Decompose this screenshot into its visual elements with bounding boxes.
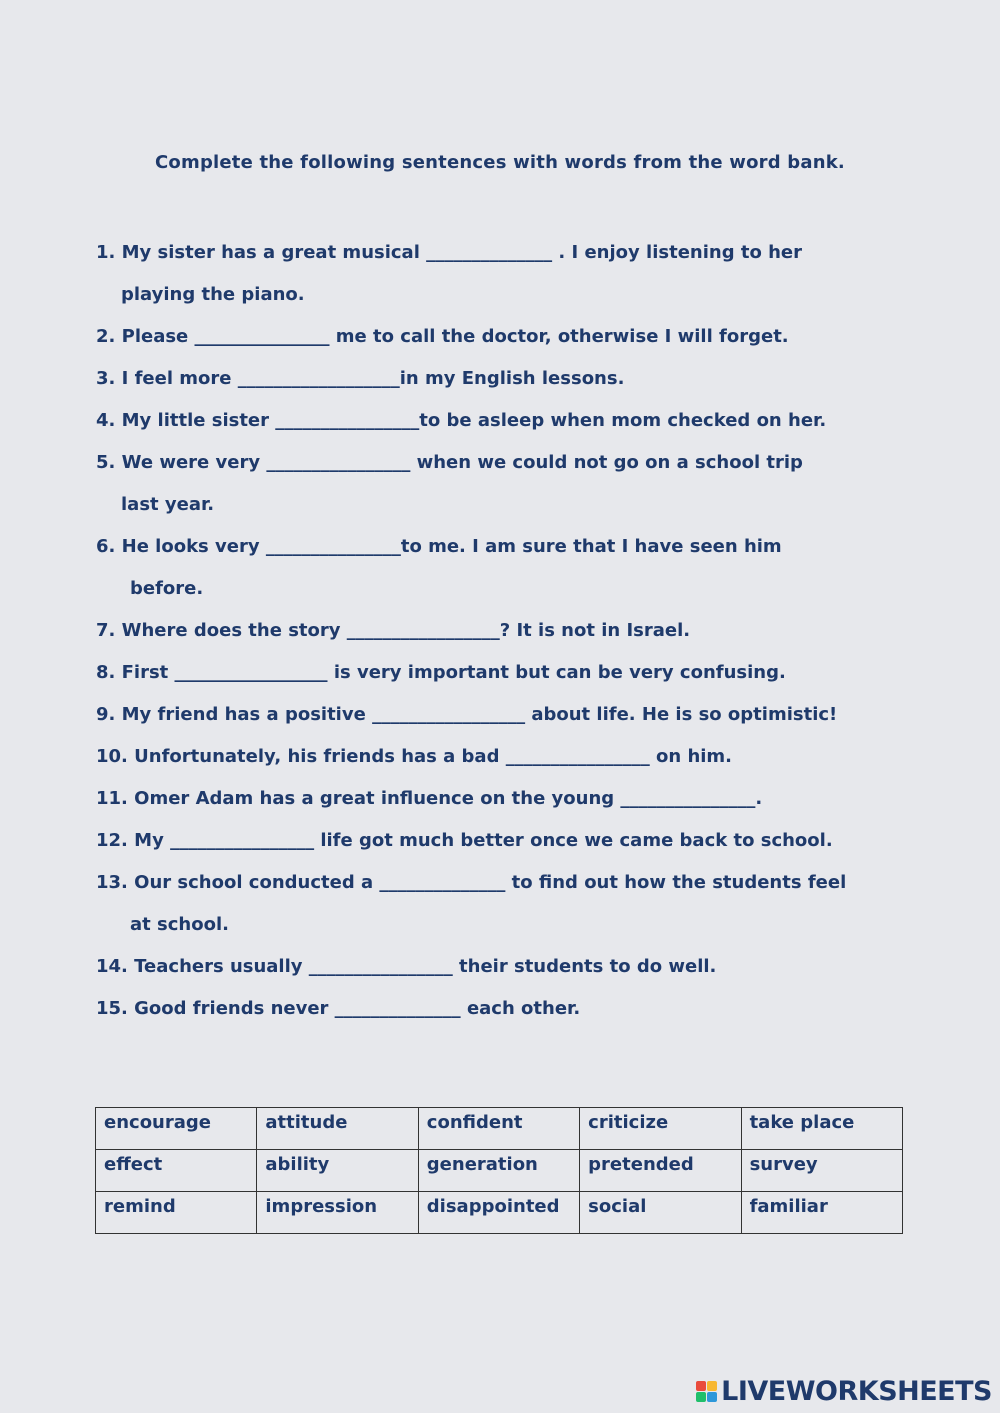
word-bank-cell: encourage xyxy=(96,1108,257,1150)
sentence-line: 2. Please _______________ me to call the doctor, otherwise I will forget. xyxy=(96,326,789,347)
word-bank-table xyxy=(95,1107,903,1234)
sentence-line: 5. We were very ________________ when we could not go on a school trip xyxy=(96,452,803,473)
word-bank-cell: social xyxy=(580,1192,741,1234)
word-bank-cell: attitude xyxy=(257,1108,418,1150)
sentence-line: 11. Omer Adam has a great influence on the young _______________. xyxy=(96,788,763,809)
word-bank-cell: disappointed xyxy=(418,1192,579,1234)
word-bank-cell: familiar xyxy=(741,1192,902,1234)
word-bank-row xyxy=(96,1150,903,1192)
word-bank-cell: survey xyxy=(741,1150,902,1192)
word-bank-cell: confident xyxy=(418,1108,579,1150)
liveworksheets-logo xyxy=(696,1376,992,1407)
sentence-line: 14. Teachers usually ________________ their students to do well. xyxy=(96,956,717,977)
sentence-line: at school. xyxy=(130,914,229,935)
logo-text: LIVEWORKSHEETS xyxy=(721,1376,992,1407)
word-bank-cell: impression xyxy=(257,1192,418,1234)
sentence-line: 9. My friend has a positive _________________ about life. He is so optimistic! xyxy=(96,704,838,725)
sentence-line: 10. Unfortunately, his friends has a bad ________________ on him. xyxy=(96,746,733,767)
word-bank-cell: generation xyxy=(418,1150,579,1192)
sentence-line: 12. My ________________ life got much better once we came back to school. xyxy=(96,830,833,851)
sentence-line: 4. My little sister ________________to be asleep when mom checked on her. xyxy=(96,410,827,431)
sentence-line: playing the piano. xyxy=(121,284,305,305)
word-bank-cell: criticize xyxy=(580,1108,741,1150)
instructions-heading: Complete the following sentences with words from the word bank. xyxy=(155,152,845,173)
sentence-line: 8. First _________________ is very important but can be very confusing. xyxy=(96,662,786,683)
word-bank-cell: effect xyxy=(96,1150,257,1192)
sentence-line: last year. xyxy=(121,494,215,515)
word-bank-cell: pretended xyxy=(580,1150,741,1192)
word-bank-cell: remind xyxy=(96,1192,257,1234)
sentence-line: before. xyxy=(130,578,204,599)
word-bank-cell: ability xyxy=(257,1150,418,1192)
sentence-line: 1. My sister has a great musical ______________ . I enjoy listening to her xyxy=(96,242,802,263)
sentence-line: 6. He looks very _______________to me. I am sure that I have seen him xyxy=(96,536,782,557)
sentence-line: 7. Where does the story _________________? It is not in Israel. xyxy=(96,620,691,641)
logo-mark-icon xyxy=(696,1381,717,1402)
sentence-line: 13. Our school conducted a ______________ to find out how the students feel xyxy=(96,872,847,893)
word-bank-cell: take place xyxy=(741,1108,902,1150)
word-bank-row xyxy=(96,1108,903,1150)
word-bank-row xyxy=(96,1192,903,1234)
sentence-line: 3. I feel more __________________in my English lessons. xyxy=(96,368,625,389)
sentence-line: 15. Good friends never ______________ each other. xyxy=(96,998,581,1019)
